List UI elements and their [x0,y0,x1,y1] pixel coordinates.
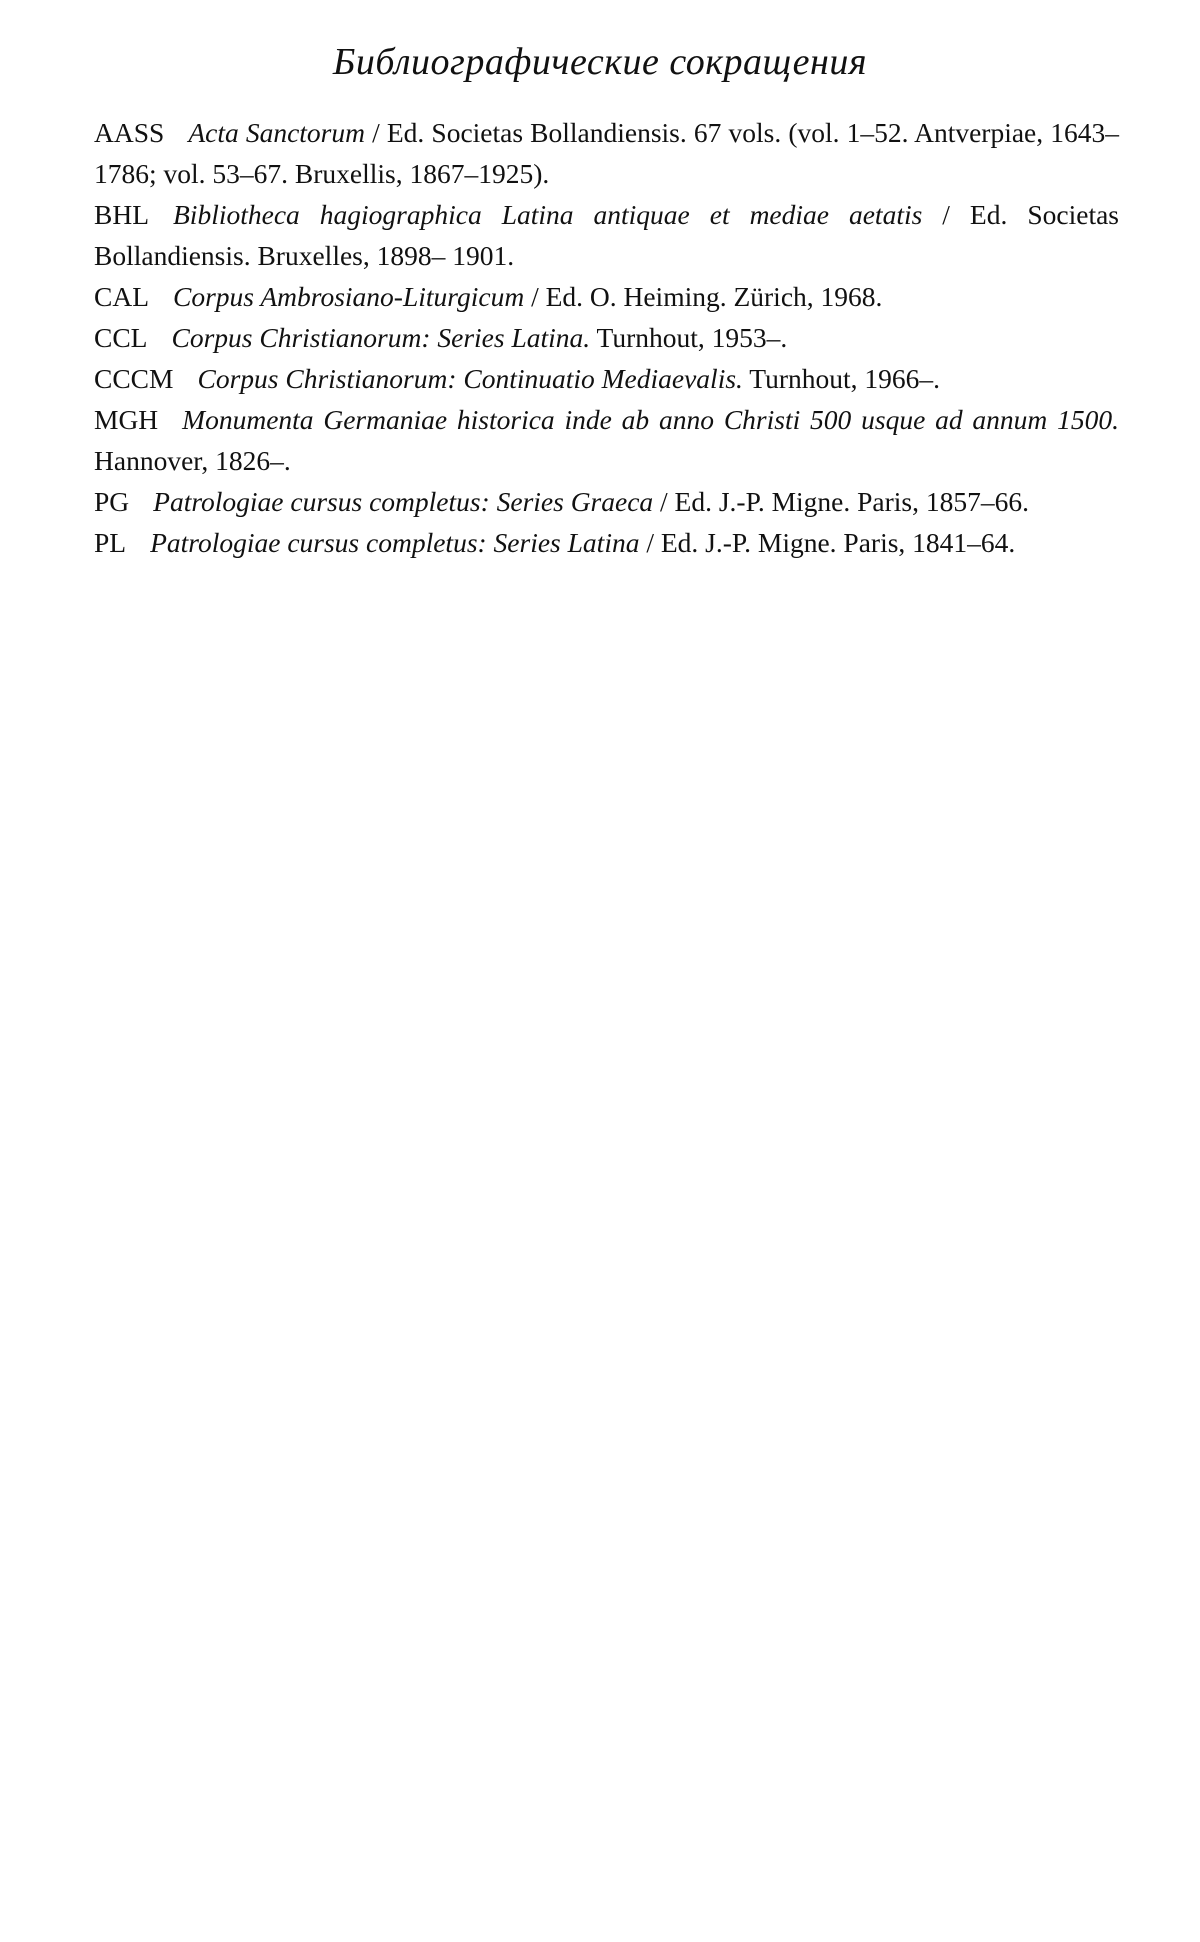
abbreviation-code: CCL [94,322,148,353]
publication-details: / Ed. Societas Bollandiensis. Bruxelles, 1898– 1901. [94,199,1119,271]
publication-details: Turnhout, 1953–. [590,322,788,353]
publication-details: Hannover, 1826–. [94,445,291,476]
work-title: Bibliotheca hagiographica Latina antiquae et mediae aetatis [173,199,923,230]
abbreviation-code: BHL [94,199,149,230]
work-title: Corpus Christianorum: Continuatio Mediaevalis. [197,363,743,394]
work-title: Corpus Ambrosiano-Liturgicum [173,281,525,312]
abbreviation-entry-cal [94,276,1119,317]
abbreviation-code: PG [94,486,130,517]
abbreviation-entry-ccl [94,317,1119,358]
abbreviation-entry-bhl [94,194,1119,276]
abbreviation-entry-aass [94,112,1119,194]
abbreviation-list [94,112,1119,563]
work-title: Monumenta Germaniae historica inde ab anno Christi 500 usque ad annum 1500. [182,404,1119,435]
publication-details: / Ed. J.-P. Migne. Paris, 1841–64. [639,527,1016,558]
publication-details: / Ed. Societas Bollandiensis. 67 vols. (vol. 1–52. Antverpiae, 1643–1786; vol. 53–67. Bruxellis, 1867–1925). [94,117,1119,189]
work-title: Corpus Christianorum: Series Latina. [171,322,591,353]
work-title: Patrologiae cursus completus: Series Graeca [153,486,654,517]
work-title: Acta Sanctorum [188,117,365,148]
abbreviation-entry-cccm [94,358,1119,399]
abbreviation-entry-pl [94,522,1119,563]
abbreviation-code: MGH [94,404,159,435]
abbreviation-code: CCCM [94,363,174,394]
publication-details: / Ed. O. Heiming. Zürich, 1968. [524,281,883,312]
work-title: Patrologiae cursus completus: Series Latina [150,527,640,558]
abbreviation-code: PL [94,527,127,558]
publication-details: Turnhout, 1966–. [742,363,941,394]
abbreviation-code: CAL [94,281,149,312]
abbreviation-entry-pg [94,481,1119,522]
page-heading: Библиографические сокращения [332,41,868,83]
publication-details: / Ed. J.-P. Migne. Paris, 1857–66. [653,486,1030,517]
abbreviation-entry-mgh [94,399,1119,481]
abbreviation-code: AASS [94,117,165,148]
